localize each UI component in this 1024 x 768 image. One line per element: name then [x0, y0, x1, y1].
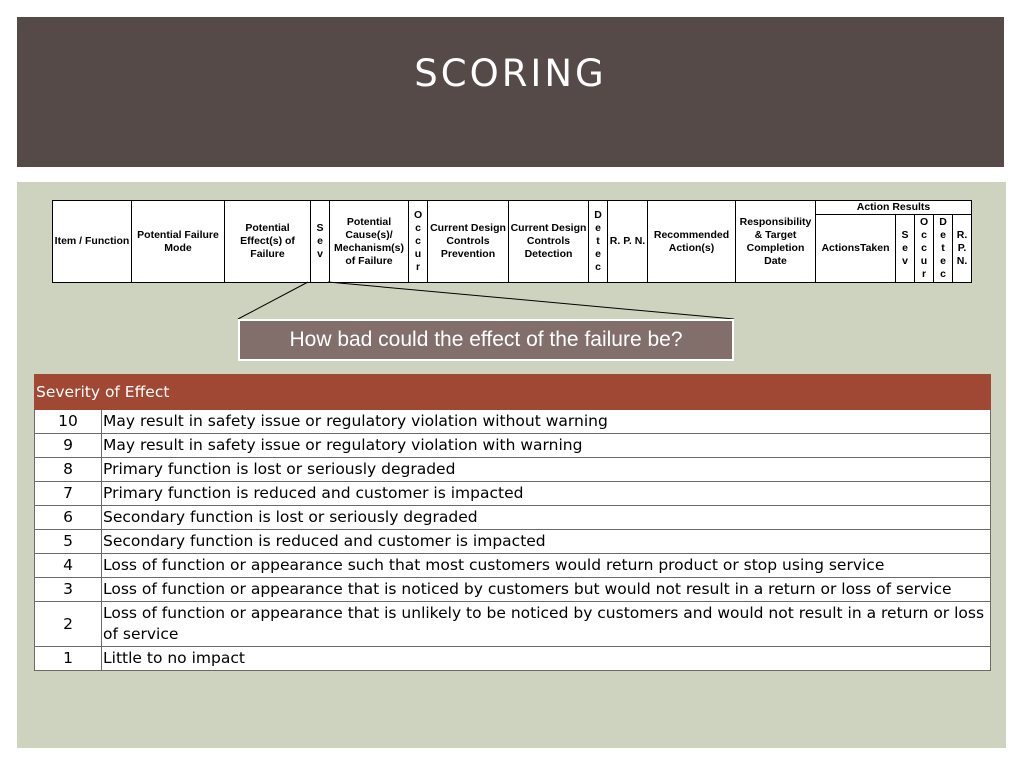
- col-rpn: R. P. N.: [608, 201, 648, 283]
- table-row: [35, 530, 991, 554]
- severity-description: Primary function is lost or seriously degraded: [102, 458, 991, 482]
- table-row: [35, 554, 991, 578]
- col-potential-effects: Potential Effect(s) of Failure: [225, 201, 311, 283]
- col-sev-label: Sev: [316, 222, 324, 260]
- severity-score: 6: [35, 506, 102, 530]
- table-row: [35, 458, 991, 482]
- col-action-results: Action Results: [816, 201, 972, 215]
- severity-description: Loss of function or appearance that is noticed by customers but would not result in a return or loss of service: [102, 578, 991, 602]
- severity-score: 10: [35, 410, 102, 434]
- severity-description: May result in safety issue or regulatory violation with warning: [102, 434, 991, 458]
- table-row: [35, 578, 991, 602]
- severity-score: 9: [35, 434, 102, 458]
- slide-title: SCORING: [414, 51, 607, 95]
- severity-description: Loss of function or appearance such that most customers would return product or stop using service: [102, 554, 991, 578]
- severity-description: May result in safety issue or regulatory violation without warning: [102, 410, 991, 434]
- table-row: [35, 434, 991, 458]
- severity-score: 8: [35, 458, 102, 482]
- col-potential-causes: Potential Cause(s)/ Mechanism(s) of Failure: [330, 201, 409, 283]
- col-responsibility: Responsibility & Target Completion Date: [736, 201, 816, 283]
- severity-score: 4: [35, 554, 102, 578]
- severity-description: Loss of function or appearance that is unlikely to be noticed by customers and would not result in a return or loss of service: [102, 602, 991, 647]
- severity-score: 7: [35, 482, 102, 506]
- table-row: [35, 602, 991, 647]
- severity-score: 1: [35, 647, 102, 671]
- severity-score: 3: [35, 578, 102, 602]
- callout-text: How bad could the effect of the failure be?: [289, 328, 683, 351]
- col-ar-occur-label: Occur: [920, 216, 929, 280]
- table-row: [35, 482, 991, 506]
- severity-description: Primary function is reduced and customer is impacted: [102, 482, 991, 506]
- col-ar-detec-label: Detec: [939, 216, 947, 280]
- severity-description: Secondary function is reduced and customer is impacted: [102, 530, 991, 554]
- col-ar-sev-label: Sev: [901, 229, 909, 267]
- table-row: [35, 647, 991, 671]
- col-recommended-actions: Recommended Action(s): [648, 201, 736, 283]
- col-potential-failure-mode: Potential Failure Mode: [132, 201, 225, 283]
- col-current-design-prevention: Current Design Controls Prevention: [428, 201, 509, 283]
- col-current-design-detection: Current Design Controls Detection: [509, 201, 589, 283]
- col-detec-label: Detec: [594, 209, 602, 273]
- content-area: [17, 182, 1006, 748]
- title-band: [17, 17, 1004, 167]
- severity-table-header: Severity of Effect: [35, 375, 991, 410]
- severity-description: Secondary function is lost or seriously degraded: [102, 506, 991, 530]
- col-occur-label: Occur: [414, 209, 423, 273]
- callout-box: [238, 319, 734, 361]
- col-ar-rpn: R. P. N.: [953, 215, 972, 283]
- severity-table: [34, 374, 991, 671]
- table-row: [35, 410, 991, 434]
- severity-score: 2: [35, 602, 102, 647]
- severity-description: Little to no impact: [102, 647, 991, 671]
- severity-score: 5: [35, 530, 102, 554]
- col-actions-taken: ActionsTaken: [816, 215, 896, 283]
- col-item-function: Item / Function: [53, 201, 132, 283]
- table-row: [35, 506, 991, 530]
